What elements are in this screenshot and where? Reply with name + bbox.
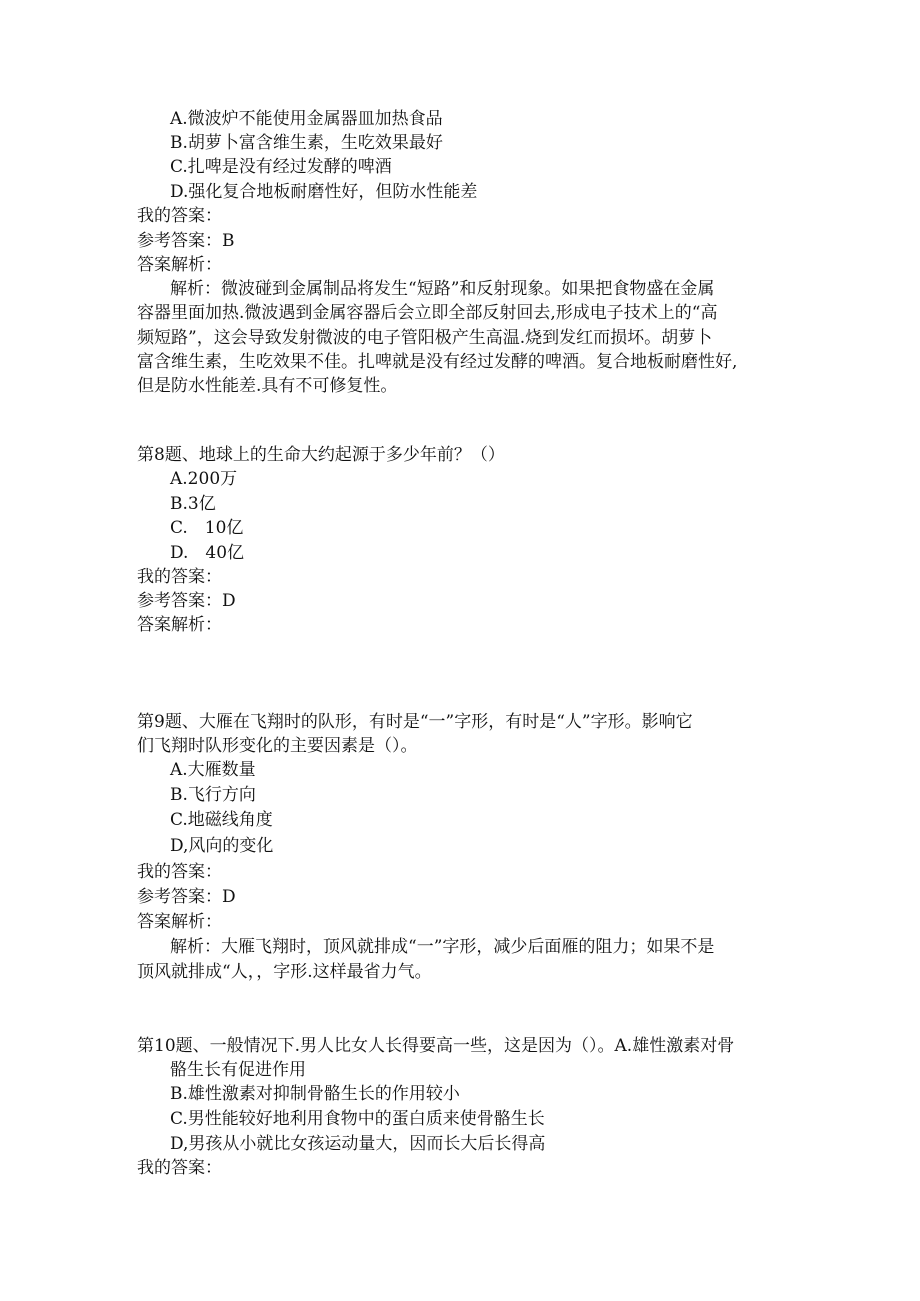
- reference-answer: 参考答案：B: [137, 231, 235, 251]
- option-b: B.3亿: [170, 494, 216, 514]
- option-d: D,男孩从小就比女孩运动量大，因而长大后长得高: [170, 1134, 546, 1154]
- option-d: D. 40亿: [170, 543, 245, 563]
- analysis-text: 容器里面加热.微波遇到金属容器后会立即全部反射回去,形成电子技术上的“高: [137, 303, 718, 323]
- option-c: C.地磁线角度: [170, 810, 273, 830]
- option-b: B.飞行方向: [170, 785, 256, 805]
- analysis-text: 频短路”，这会导致发射微波的电子管阳极产生高温.烧到发红而损坏。胡萝卜: [137, 328, 713, 348]
- question-title: 第10题、一般情况下.男人比女人长得要高一些，这是因为（）。A.雄性激素对骨: [137, 1036, 735, 1056]
- analysis-label: 答案解析：: [137, 255, 222, 275]
- option-c: C.扎啤是没有经过发酵的啤酒: [170, 157, 392, 177]
- analysis-text: 解析：大雁飞翔时，顶风就排成“一”字形，减少后面雁的阻力；如果不是: [170, 937, 715, 957]
- option-a: A.大雁数量: [170, 760, 256, 780]
- option-b: B.雄性激素对抑制骨骼生长的作用较小: [170, 1084, 460, 1104]
- question-title: 第8题、地球上的生命大约起源于多少年前？（）: [137, 445, 505, 465]
- question-title: 们飞翔时队形变化的主要因素是（）。: [137, 736, 418, 756]
- option-c: C.男性能较好地利用食物中的蛋白质来使骨骼生长: [170, 1109, 545, 1129]
- option-d: D,风向的变化: [170, 836, 274, 856]
- option-c: C. 10亿: [170, 518, 244, 538]
- question-title: 第9题、大雁在飞翔时的队形，有时是“一”字形，有时是“人”字形。影响它: [137, 712, 693, 732]
- option-d: D.强化复合地板耐磨性好，但防水性能差: [170, 182, 478, 202]
- option-b: B.胡萝卜富含维生素，生吃效果最好: [170, 133, 443, 153]
- my-answer: 我的答案：: [137, 567, 222, 587]
- my-answer: 我的答案：: [137, 1158, 222, 1178]
- analysis-label: 答案解析：: [137, 615, 222, 635]
- reference-answer: 参考答案：D: [137, 591, 236, 611]
- my-answer: 我的答案：: [137, 862, 222, 882]
- analysis-text: 解析：微波碰到金属制品将发生“短路”和反射现象。如果把食物盛在金属: [170, 279, 715, 299]
- option-a: 骼生长有促进作用: [170, 1060, 306, 1080]
- analysis-text: 富含维生素，生吃效果不佳。扎啤就是没有经过发酵的啤酒。复合地板耐磨性好,: [137, 352, 738, 372]
- option-a: A.200万: [170, 469, 238, 489]
- reference-answer: 参考答案：D: [137, 887, 236, 907]
- option-a: A.微波炉不能使用金属器皿加热食品: [170, 109, 443, 129]
- my-answer: 我的答案：: [137, 206, 222, 226]
- analysis-text: 但是防水性能差.具有不可修复性。: [137, 376, 398, 396]
- analysis-text: 顶风就排成“人，，字形.这样最省力气。: [137, 962, 432, 982]
- analysis-label: 答案解析：: [137, 912, 222, 932]
